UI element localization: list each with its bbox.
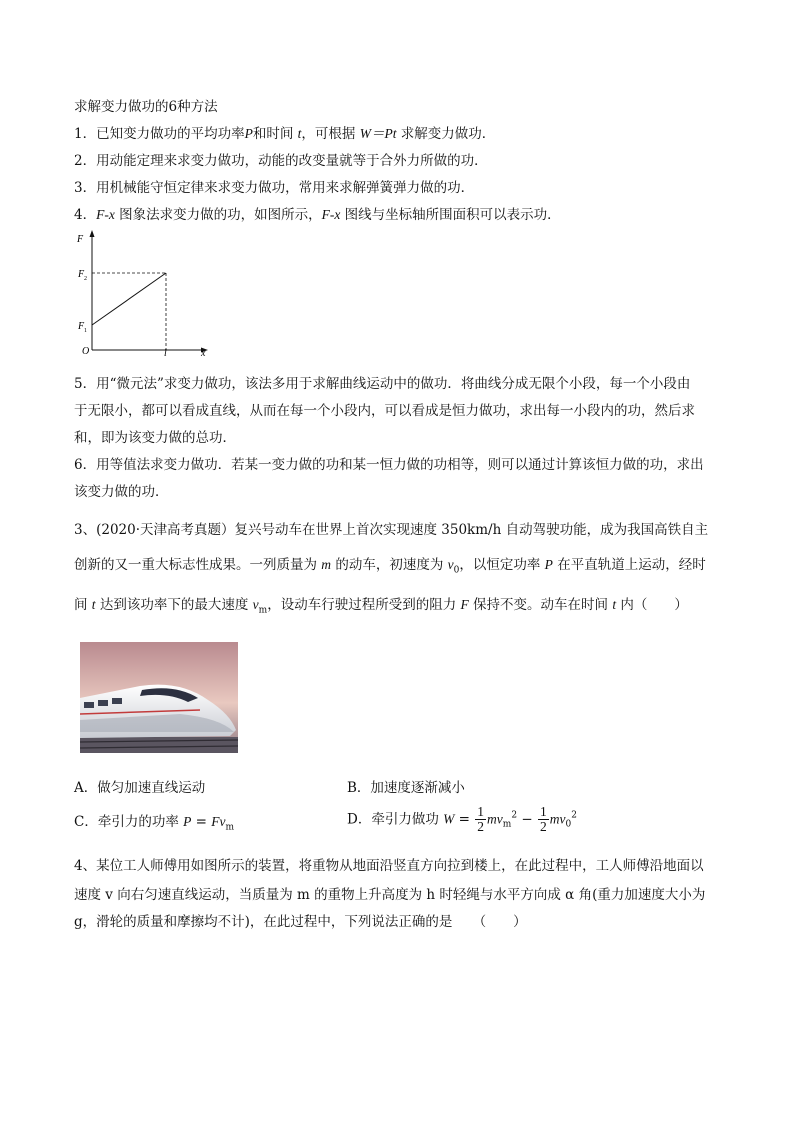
var-fv: Fv (211, 814, 226, 829)
question-3-line-2 (74, 556, 706, 574)
subscript-m: m (502, 819, 512, 830)
question-3-line-1: 3、(2020·天津高考真题）复兴号动车在世界上首次实现速度 350km/h 自动驾驶功能，成为我国高铁自主 (74, 522, 709, 538)
x-axis-label: x (201, 348, 206, 359)
method-text: 用动能定理来求变力做功，动能的改变量就等于合外力所做的功． (96, 153, 488, 169)
question-4-line-3: g，滑轮的质量和摩擦均不计)，在此过程中，下列说法正确的是 （ ） (74, 914, 527, 930)
method-text: 图象法求变力做的功，如图所示， (114, 207, 322, 223)
denominator: 2 (539, 819, 547, 834)
subscript-m: m (258, 605, 268, 616)
f2-subscript: 2 (84, 276, 87, 282)
var-vm: v (252, 597, 259, 612)
f1-label: F (78, 321, 85, 332)
high-speed-train-image (80, 642, 238, 753)
method-2 (74, 152, 488, 170)
option-b[interactable]: B．加速度逐渐减小 (347, 780, 465, 796)
method-text: 已知变力做功的平均功率 (96, 126, 245, 142)
var-p: P (183, 814, 192, 829)
equals-sign: = (454, 811, 475, 828)
method-text: 和时间 (252, 126, 298, 142)
method-text: 图线与坐标轴所围面积可以表示功． (340, 207, 561, 223)
method-number: 2． (74, 153, 97, 169)
var-mv: mv (549, 811, 566, 827)
q3-text: ，设动车行驶过程所受到的阻力 (267, 597, 461, 613)
subscript-0: 0 (453, 565, 460, 576)
superscript-2: 2 (511, 810, 518, 821)
section-title: 求解变力做功的6种方法 (74, 99, 218, 115)
var-f-x: F-x (321, 207, 341, 222)
var-t: t (612, 597, 617, 612)
method-number: 5． (74, 376, 97, 392)
method-5-line-1 (74, 375, 690, 393)
f-x-line (92, 273, 166, 325)
q3-text: 的动车，初速度为 (331, 557, 448, 573)
question-4-line-2: 速度 v 向右匀速直线运动，当质量为 m 的重物上升高度为 h 时轻绳与水平方向成 α 角(重力加速度大小为 (74, 887, 706, 903)
option-d-text: D．牵引力做功 (347, 811, 444, 828)
q3-text: 间 (74, 597, 92, 613)
option-c-text: C．牵引力的功率 (74, 814, 184, 830)
q3-text: ，以恒定功率 (459, 557, 545, 573)
method-text: 用机械能守恒定律来求变力做功，常用来求解弹簧弹力做的功． (96, 180, 475, 196)
method-number: 6． (74, 457, 97, 473)
numerator: 1 (539, 804, 547, 819)
origin-label: O (82, 346, 90, 357)
subscript-0: 0 (565, 819, 572, 830)
l-label: l (164, 348, 167, 359)
superscript-2: 2 (571, 810, 577, 821)
option-d[interactable] (347, 805, 577, 834)
var-mv: mv (487, 811, 503, 827)
equals-sign: = (191, 814, 212, 830)
fraction-half (475, 805, 486, 834)
method-text: ，可根据 (301, 126, 360, 142)
method-5-line-2: 于无限小，都可以看成直线，从而在每一个小段内，可以看成是恒力做功，求出每一小段内的功，然后求 (74, 403, 695, 419)
question-3-line-3 (74, 596, 688, 614)
denominator: 2 (477, 819, 485, 834)
var-v0: v (447, 557, 454, 572)
fraction-half (538, 805, 549, 834)
var-t: t (297, 126, 302, 141)
var-p: P (244, 126, 253, 141)
subscript-m: m (225, 822, 235, 833)
y-axis-label: F (77, 234, 84, 245)
formula-w-pt: W＝Pt (359, 126, 397, 141)
y-axis-arrow (90, 230, 95, 237)
minus-sign: − (517, 811, 537, 828)
f1-subscript: 1 (84, 328, 87, 334)
method-text: 用“微元法”求变力做功，该法多用于求解曲线运动中的做功．将曲线分成无限个小段，每一个小段由 (96, 376, 691, 392)
var-f: F (460, 597, 469, 612)
question-4-line-1: 4、某位工人师傅用如图所示的装置，将重物从地面沿竖直方向拉到楼上，在此过程中，工人师傅沿地面以 (74, 858, 704, 874)
f2-label: F (78, 269, 85, 280)
q3-text: 创新的又一重大标志性成果。一列质量为 (74, 557, 322, 573)
q3-text: 保持不变。动车在时间 (468, 597, 613, 613)
method-1 (74, 125, 495, 143)
q3-text: 达到该功率下的最大速度 (95, 597, 253, 613)
method-4 (74, 206, 561, 224)
option-c[interactable] (74, 813, 234, 831)
var-f-x: F-x (96, 207, 115, 222)
method-number: 4． (74, 207, 97, 223)
method-6-line-1 (74, 456, 704, 474)
method-5-line-3: 和，即为该变力做的总功． (74, 430, 236, 446)
method-number: 1． (74, 126, 97, 142)
f-x-graph (74, 228, 214, 360)
var-w: W (443, 811, 455, 827)
method-text: 用等值法求变力做功．若某一变力做的功和某一恒力做的功相等，则可以通过计算该恒力做的功，求出 (96, 457, 704, 473)
method-text: 求解变力做功． (396, 126, 496, 142)
method-3 (74, 179, 474, 197)
method-6-line-2: 该变力做的功． (74, 484, 169, 500)
q3-text: 在平直轨道上运动，经时 (552, 557, 706, 573)
q3-text: 内（ ） (616, 597, 688, 613)
method-number: 3． (74, 180, 97, 196)
var-t: t (91, 597, 96, 612)
var-m: m (321, 557, 332, 572)
option-a[interactable]: A．做匀加速直线运动 (74, 780, 206, 796)
var-p: P (544, 557, 553, 572)
numerator: 1 (477, 804, 485, 819)
